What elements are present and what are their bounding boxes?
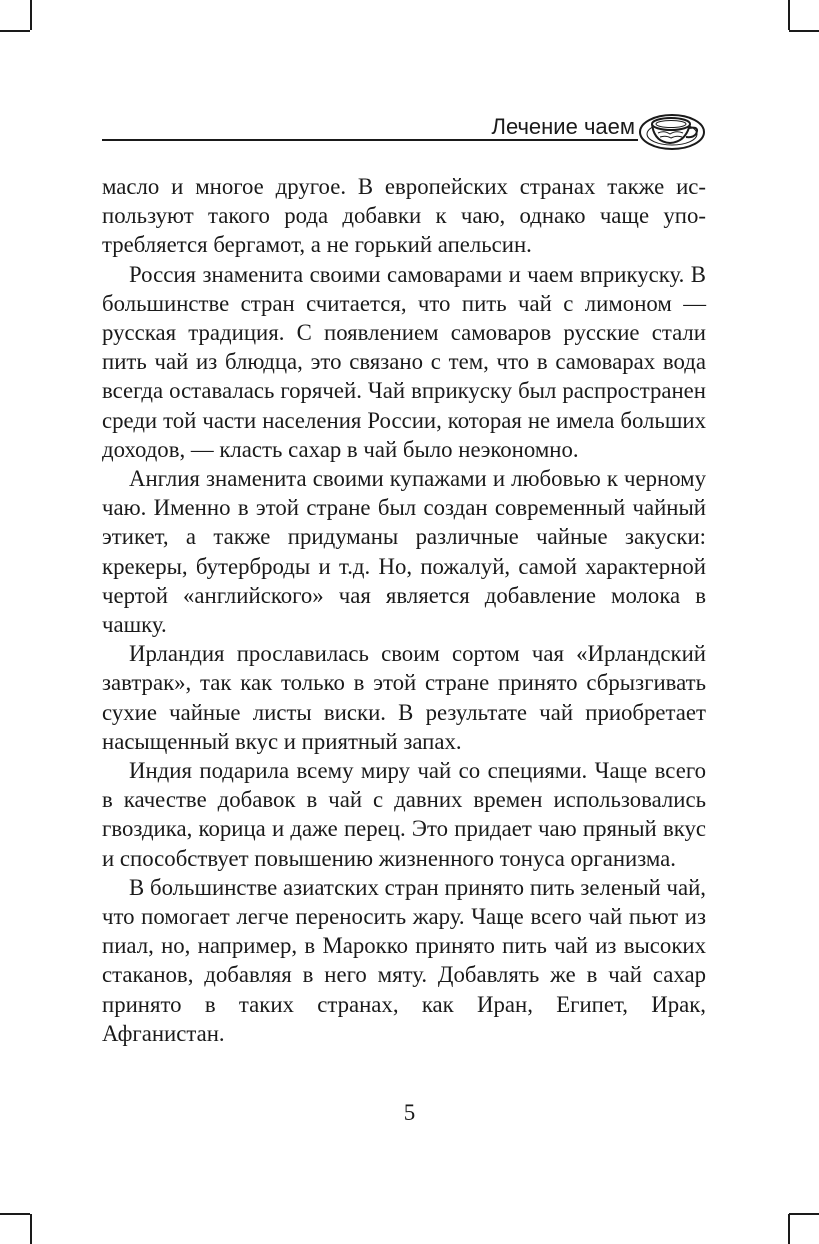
crop-mark-bottom-right — [788, 1214, 790, 1244]
crop-mark-bottom-right — [789, 1213, 819, 1215]
paragraph: масло и многое другое. В европейских странах также используют такого рода добавки к чаю, однако чаще употребляется бергамот, а не горький апельсин. — [102, 174, 706, 258]
paragraph: В большинстве азиатских стран принято пить зеленый чай, что помогает легче переносить жару. Чаще всего чай пьют из пиал, но, например, в Марокко принято пить чай из высоких стаканов, добавляя в него мяту. Добавлять же в чай сахар принято в таких странах, как Иран, Египет, Ирак, Афганистан. — [102, 874, 706, 1046]
crop-mark-top-left — [30, 0, 32, 30]
crop-mark-bottom-left — [0, 1213, 30, 1215]
teacup-icon — [638, 102, 710, 152]
crop-mark-top-left — [0, 30, 30, 32]
running-header-title: Лечение чаем — [491, 114, 635, 139]
body-text — [102, 172, 706, 1048]
header-rule — [102, 139, 638, 141]
paragraph: Ирландия прославилась своим сортом чая «Ирландский завтрак», так как только в этой стране принято сбрызгивать сухие чайные листы виски. В результате чай приобретает насыщенный вкус и приятный запах. — [102, 641, 706, 754]
paragraph: Англия знаменита своими купажами и любовью к черному чаю. Именно в этой стране был создан современный чайный этикет, а также придуманы различные чайные закуски: крекеры, бутерброды и т.д. Но, пожалуй, самой характерной чертой «английского» чая является добавление молока в чашку. — [102, 466, 706, 638]
crop-mark-top-right — [789, 30, 819, 32]
crop-mark-top-right — [788, 0, 790, 30]
paragraph: Индия подарила всему миру чай со специями. Чаще всего в качестве добавок в чай с давних времен использовались гвоздика, корица и даже перец. Это придает чаю пряный вкус и способствует повышению жизненного тонуса организма. — [102, 758, 706, 871]
page-number: 5 — [403, 1100, 416, 1125]
paragraph: Россия знаменита своими самоварами и чаем вприкуску. В большинстве стран считается, что пить чай с лимоном — русская традиция. С появлением самоваров русские стали пить чай из блюдца, это связано с тем, что в самоварах вода всегда оставалась горячей. Чай вприкуску был распространен среди той части населения России, которая не имела больших доходов, — класть сахар в чай было неэкономно. — [102, 261, 706, 462]
crop-mark-bottom-left — [30, 1214, 32, 1244]
